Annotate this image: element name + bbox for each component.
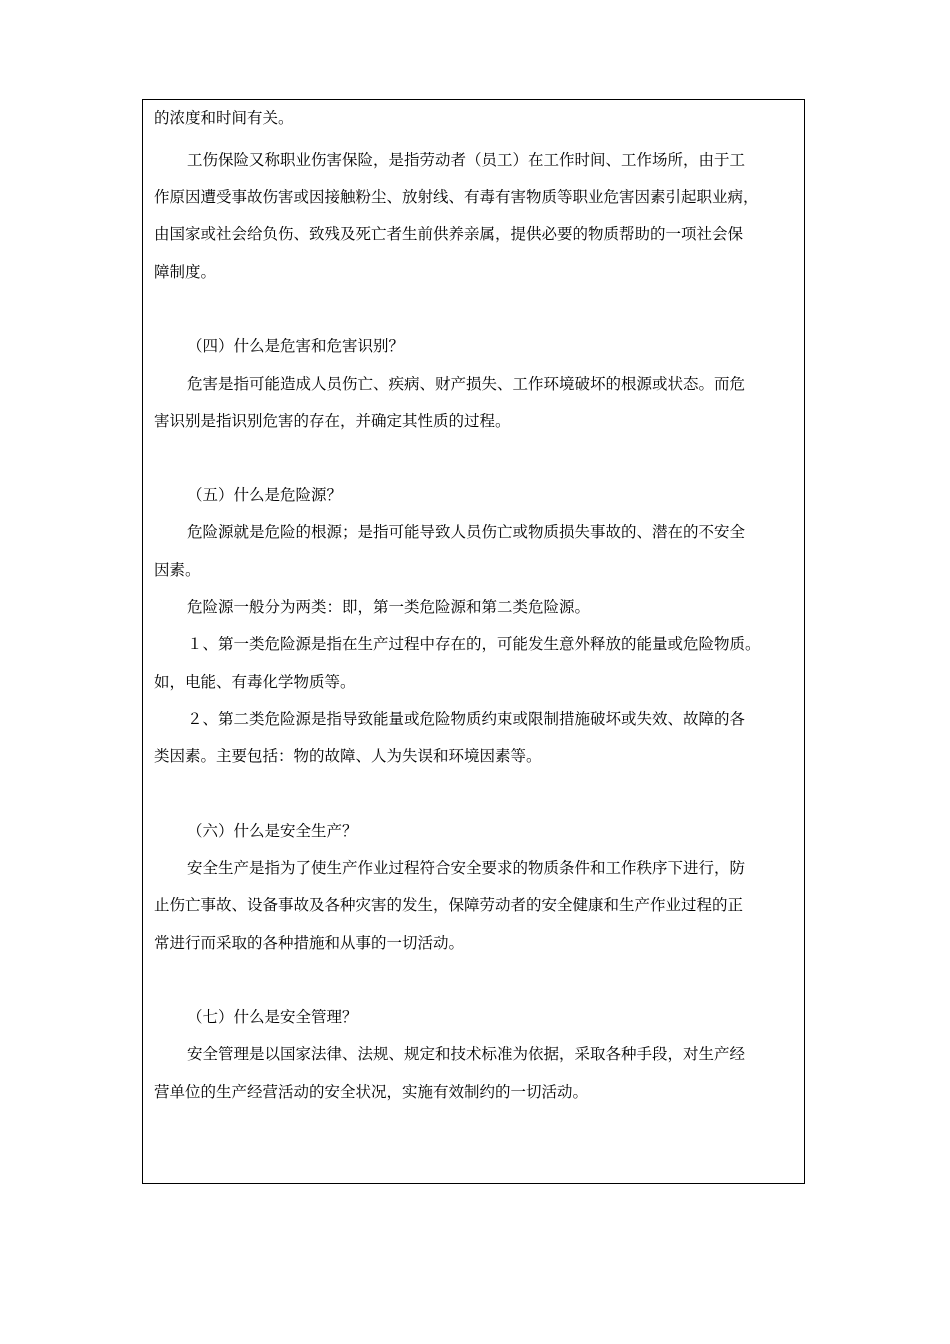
section-5-classification: 危险源一般分为两类：即，第一类危险源和第二类危险源。 — [187, 598, 591, 616]
section-6-line-2: 止伤亡事故、设备事故及各种灾害的发生，保障劳动者的安全健康和生产作业过程的正 — [154, 896, 744, 914]
section-5-definition-line-1: 危险源就是危险的根源；是指可能导致人员伤亡或物质损失事故的、潜在的不安全 — [187, 523, 746, 541]
section-6-heading: （六）什么是安全生产？ — [187, 822, 358, 840]
section-4-heading: （四）什么是危害和危害识别？ — [187, 337, 405, 355]
injury-insurance-line-1: 工伤保险又称职业伤害保险，是指劳动者（员工）在工作时间、工作场所，由于工 — [187, 151, 746, 169]
section-5-item-1-line-1: １、第一类危险源是指在生产过程中存在的，可能发生意外释放的能量或危险物质。 — [187, 635, 761, 653]
section-7-line-1: 安全管理是以国家法律、法规、规定和技术标准为依据，采取各种手段，对生产经 — [187, 1045, 746, 1063]
section-5-item-2-line-1: ２、第二类危险源是指导致能量或危险物质约束或限制措施破坏或失效、故障的各 — [187, 710, 746, 728]
section-5-heading: （五）什么是危险源？ — [187, 486, 343, 504]
section-6-line-1: 安全生产是指为了使生产作业过程符合安全要求的物质条件和工作秩序下进行，防 — [187, 859, 746, 877]
section-7-line-2: 营单位的生产经营活动的安全状况，实施有效制约的一切活动。 — [154, 1083, 589, 1101]
injury-insurance-line-4: 障制度。 — [154, 263, 217, 281]
section-4-line-1: 危害是指可能造成人员伤亡、疾病、财产损失、工作环境破坏的根源或状态。而危 — [187, 375, 746, 393]
paragraph-continuation: 的浓度和时间有关。 — [154, 109, 294, 127]
section-4-line-2: 害识别是指识别危害的存在，并确定其性质的过程。 — [154, 412, 511, 430]
section-5-item-2-line-2: 类因素。主要包括：物的故障、人为失误和环境因素等。 — [154, 747, 542, 765]
injury-insurance-line-3: 由国家或社会给负伤、致残及死亡者生前供养亲属，提供必要的物质帮助的一项社会保 — [154, 225, 744, 243]
section-6-line-3: 常进行而采取的各种措施和从事的一切活动。 — [154, 934, 465, 952]
section-5-definition-line-2: 因素。 — [154, 561, 201, 579]
section-5-item-1-line-2: 如，电能、有毒化学物质等。 — [154, 673, 356, 691]
section-7-heading: （七）什么是安全管理？ — [187, 1008, 358, 1026]
injury-insurance-line-2: 作原因遭受事故伤害或因接触粉尘、放射线、有毒有害物质等职业危害因素引起职业病， — [154, 188, 759, 206]
